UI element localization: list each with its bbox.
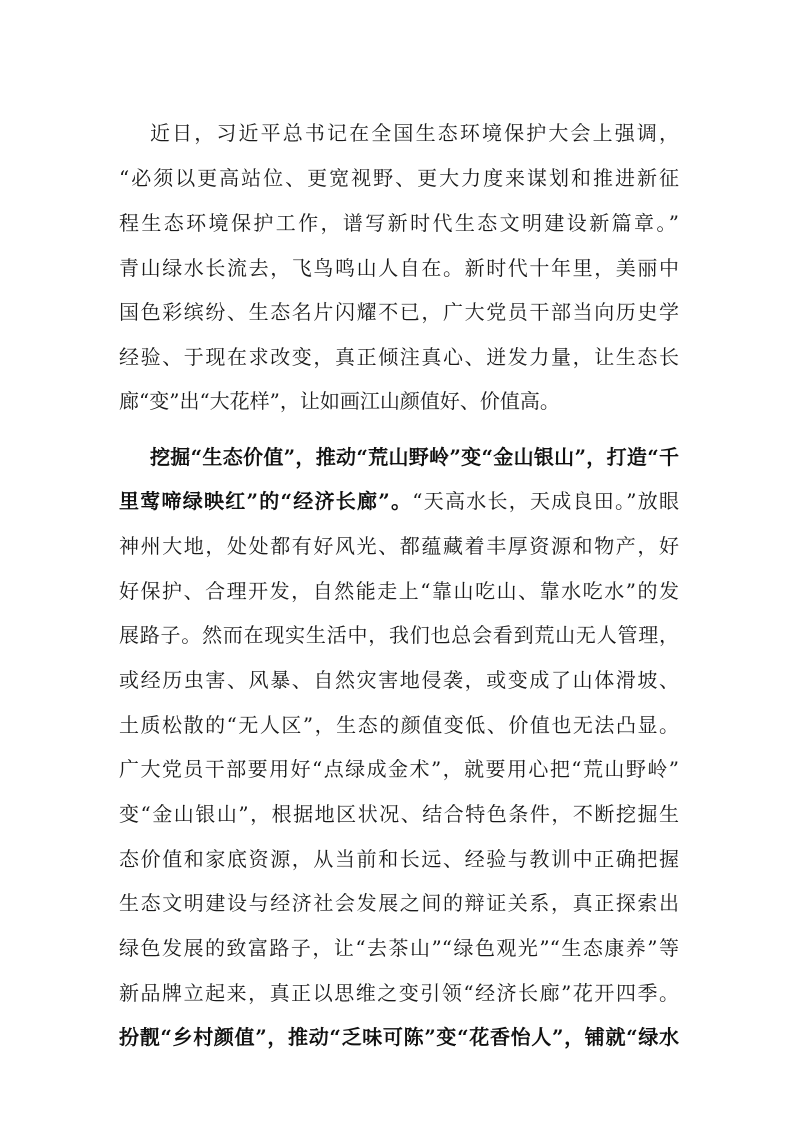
paragraph-2-line-9: 变“金山银山”，根据地区状况、结合特色条件，不断挖掘生 — [119, 802, 679, 826]
paragraph-1-line-5: 国色彩缤纷、生态名片闪耀不已，广大党员干部当向历史学 — [119, 300, 679, 324]
paragraph-1-line-7: 廊“变”出“大花样”，让如画江山颜值好、价值高。 — [119, 389, 560, 413]
paragraph-2-line-8: 广大党员干部要用好“点绿成金术”，就要用心把“荒山野岭” — [119, 757, 679, 781]
paragraph-2-line-7: 土质松散的“无人区”，生态的颜值变低、价值也无法凸显。 — [119, 713, 679, 737]
paragraph-2-line-13: 新品牌立起来，真正以思维之变引领“经济长廊”花开四季。 — [119, 981, 679, 1005]
paragraph-2-heading-line-1: 挖掘“生态价值”，推动“荒山野岭”变“金山银山”，打造“千 — [150, 445, 679, 469]
paragraph-1-line-4: 青山绿水长流去，飞鸟鸣山人自在。新时代十年里，美丽中 — [119, 256, 679, 280]
paragraph-2-line-10: 态价值和家底资源，从当前和长远、经验与教训中正确把握 — [119, 847, 679, 871]
paragraph-1-line-3: 程生态环境保护工作，谱写新时代生态文明建设新篇章。” — [119, 211, 679, 235]
paragraph-3-heading-line-1: 扮靓“乡村颜值”，推动“乏味可陈”变“花香怡人”，铺就“绿水 — [119, 1025, 679, 1049]
paragraph-2-line-11: 生态文明建设与经济社会发展之间的辩证关系，真正探索出 — [119, 891, 679, 915]
paragraph-2-line-2-text: “天高水长，天成良田。”放眼 — [412, 489, 679, 513]
paragraph-2-line-12: 绿色发展的致富路子，让“去茶山”“绿色观光”“生态康养”等 — [119, 936, 679, 960]
paragraph-1-line-6: 经验、于现在求改变，真正倾注真心、迸发力量，让生态长 — [119, 345, 679, 369]
paragraph-2-heading-line-2: 里莺啼绿映红”的“经济长廊”。 — [119, 489, 413, 513]
paragraph-2-line-3: 神州大地，处处都有好风光、都蕴藏着丰厚资源和物产，好 — [119, 534, 679, 558]
paragraph-2-line-4: 好保护、合理开发，自然能走上“靠山吃山、靠水吃水”的发 — [119, 579, 679, 603]
paragraph-2-line-6: 或经历虫害、风暴、自然灾害地侵袭，或变成了山体滑坡、 — [119, 668, 679, 692]
paragraph-2-line-2 — [119, 484, 679, 518]
paragraph-1-line-1: 近日，习近平总书记在全国生态环境保护大会上强调， — [150, 121, 679, 145]
paragraph-1-line-2: “必须以更高站位、更宽视野、更大力度来谋划和推进新征 — [119, 166, 679, 190]
paragraph-2-line-5: 展路子。然而在现实生活中，我们也总会看到荒山无人管理， — [119, 623, 679, 647]
